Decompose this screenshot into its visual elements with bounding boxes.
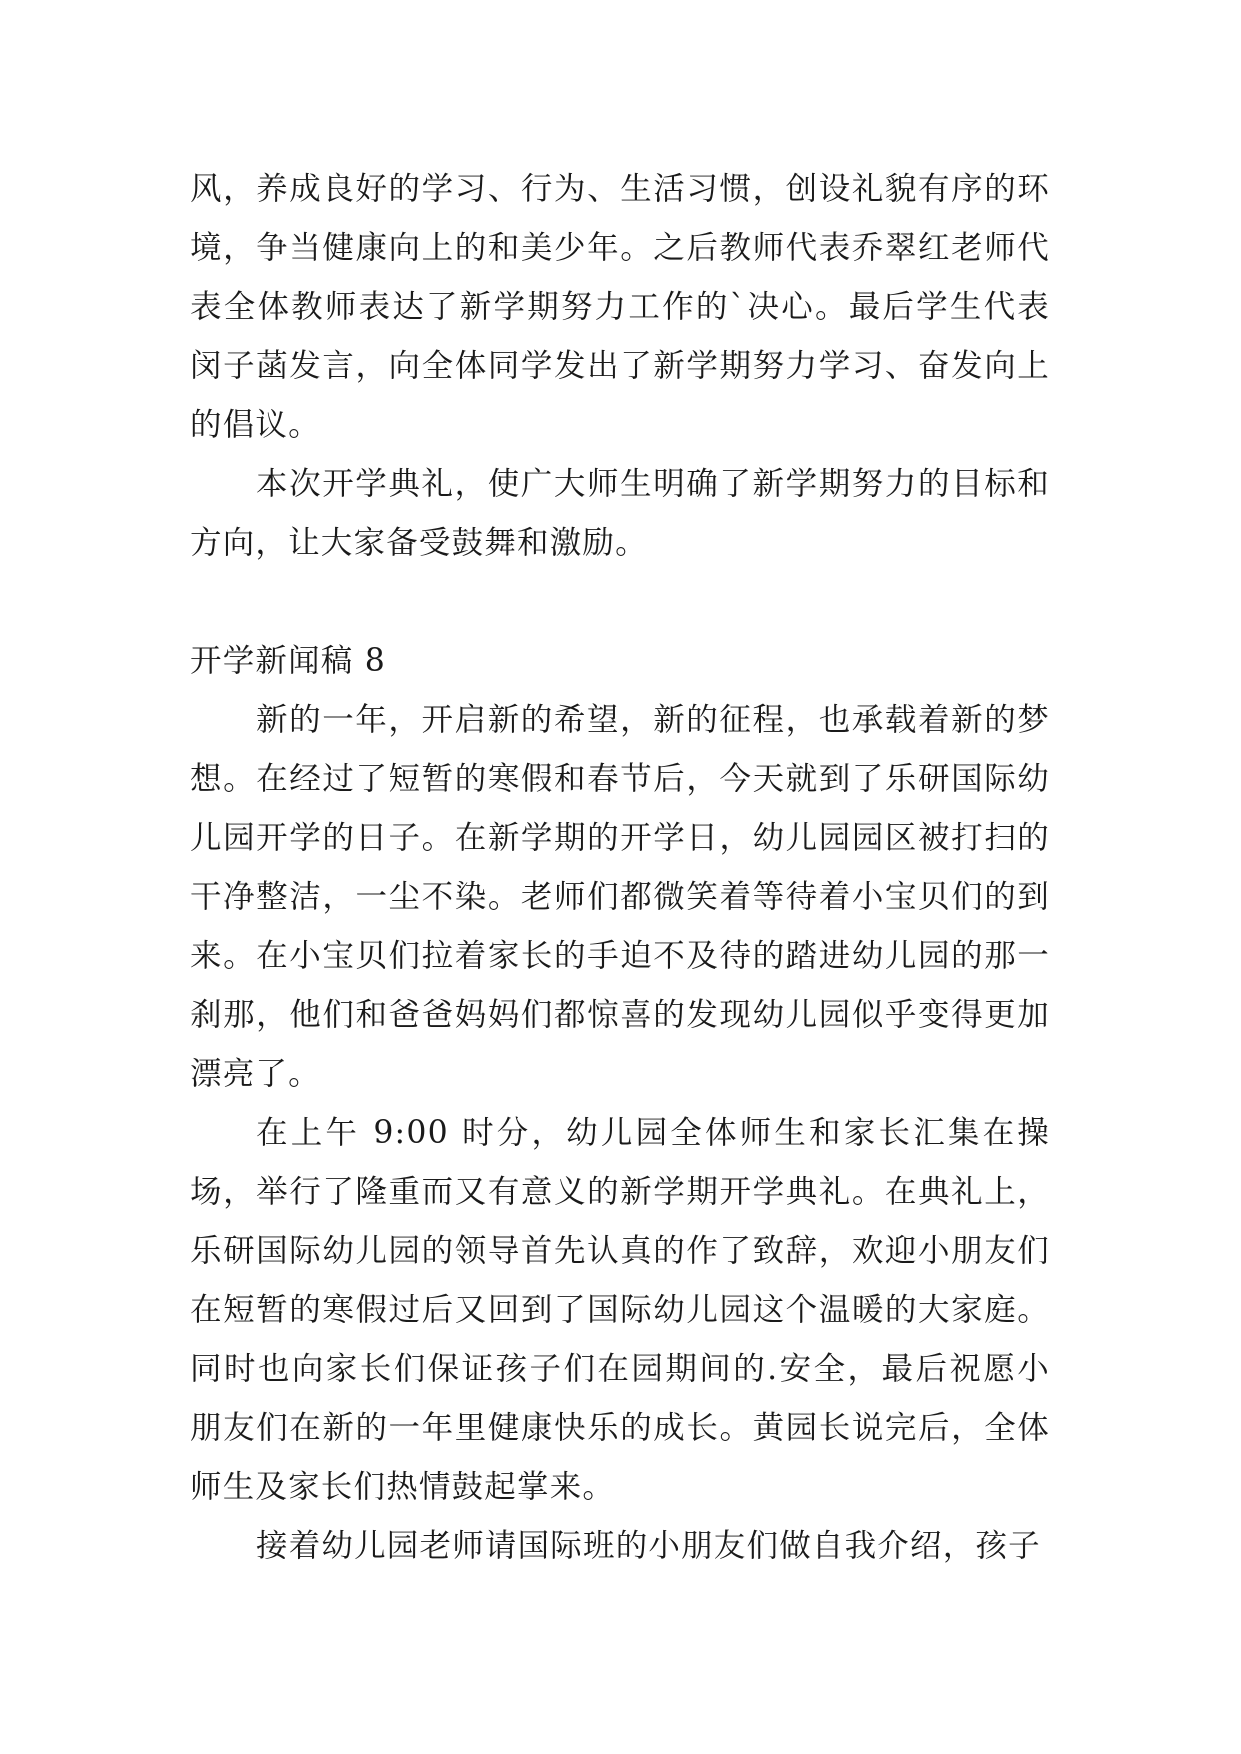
- section-title: 开学新闻稿 8: [190, 643, 386, 679]
- section-spacer: [190, 573, 1050, 632]
- paragraph-continued: 风，养成良好的学习、行为、生活习惯，创设礼貌有序的环境，争当健康向上的和美少年。之后教师代表乔翠红老师代表全体教师表达了新学期努力工作的`决心。最后学生代表闵子菡发言，向全体同学发出了新学期努力学习、奋发向上的倡议。: [190, 171, 1050, 443]
- paragraph-summary: 本次开学典礼，使广大师生明确了新学期努力的目标和方向，让大家备受鼓舞和激励。: [190, 466, 1050, 561]
- paragraph-introductions: 接着幼儿园老师请国际班的小朋友们做自我介绍，孩子: [256, 1528, 1041, 1564]
- paragraph-opening: 新的一年，开启新的希望，新的征程，也承载着新的梦想。在经过了短暂的寒假和春节后，今天就到了乐研国际幼儿园开学的日子。在新学期的开学日，幼儿园园区被打扫的干净整洁，一尘不染。老师们都微笑着等待着小宝贝们的到来。在小宝贝们拉着家长的手迫不及待的踏进幼儿园的那一刹那，他们和爸爸妈妈们都惊喜的发现幼儿园似乎变得更加漂亮了。: [190, 702, 1050, 1092]
- document-body: [190, 160, 1050, 1576]
- paragraph-ceremony: 在上午 9:00 时分，幼儿园全体师生和家长汇集在操场，举行了隆重而又有意义的新学期开学典礼。在典礼上，乐研国际幼儿园的领导首先认真的作了致辞，欢迎小朋友们在短暂的寒假过后又回到了国际幼儿园这个温暖的大家庭。同时也向家长们保证孩子们在园期间的.安全，最后祝愿小朋友们在新的一年里健康快乐的成长。黄园长说完后，全体师生及家长们热情鼓起掌来。: [190, 1115, 1050, 1505]
